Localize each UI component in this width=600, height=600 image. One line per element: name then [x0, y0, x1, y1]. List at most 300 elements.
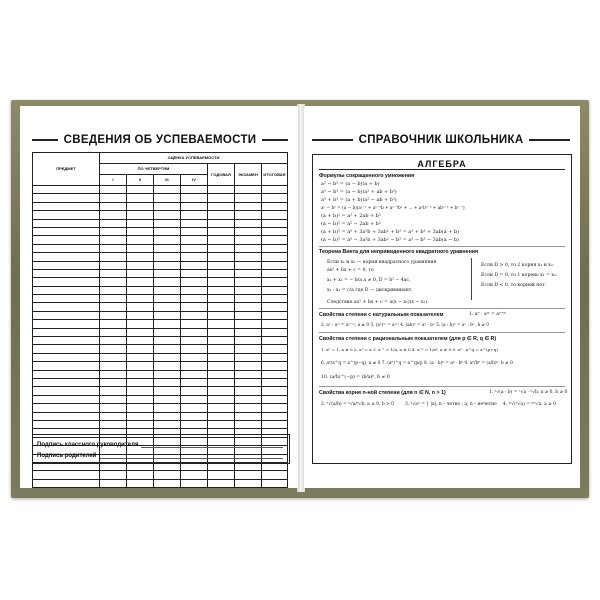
grade-cell[interactable]: [261, 244, 287, 252]
grade-cell[interactable]: [180, 253, 207, 261]
grade-cell[interactable]: [99, 378, 126, 386]
grade-cell[interactable]: [261, 420, 287, 428]
subject-cell[interactable]: [33, 211, 100, 219]
grade-cell[interactable]: [207, 261, 234, 269]
grade-cell[interactable]: [261, 311, 287, 319]
section-divider: [319, 308, 565, 309]
grade-cell[interactable]: [261, 362, 287, 370]
grade-cell[interactable]: [126, 227, 153, 235]
grade-cell[interactable]: [234, 395, 261, 403]
vieta-line: x₁ · x₂ = c/a где D — дискриминант.: [327, 288, 413, 293]
grade-cell[interactable]: [99, 311, 126, 319]
grade-cell[interactable]: [234, 345, 261, 353]
grade-cell[interactable]: [99, 269, 126, 277]
grade-cell[interactable]: [99, 211, 126, 219]
section-roots: Свойства корня n-ной степени (для n ∈ N, n > 1): [319, 390, 446, 396]
grade-row: [33, 202, 288, 210]
grade-row: [33, 295, 288, 303]
subject-cell[interactable]: [33, 244, 100, 252]
subject-cell[interactable]: [33, 303, 100, 311]
grade-cell[interactable]: [99, 194, 126, 202]
grade-cell[interactable]: [180, 236, 207, 244]
subject-cell[interactable]: [33, 261, 100, 269]
grade-cell[interactable]: [126, 244, 153, 252]
grade-cell[interactable]: [261, 337, 287, 345]
grade-cell[interactable]: [126, 471, 153, 479]
right-heading: [312, 130, 570, 150]
grade-cell[interactable]: [180, 353, 207, 361]
grade-cell[interactable]: [261, 479, 287, 487]
subject-cell[interactable]: [33, 420, 100, 428]
subject-cell[interactable]: [33, 236, 100, 244]
root-line: 4. ᵐ√(ⁿ√a) = ᵐⁿ√a, a ≥ 0: [503, 402, 556, 407]
subject-cell[interactable]: [33, 219, 100, 227]
grade-cell[interactable]: [207, 295, 234, 303]
col-grades-header: ОЦЕНКА УСПЕВАЕМОСТИ: [99, 153, 287, 164]
grade-cell[interactable]: [261, 194, 287, 202]
grade-row: [33, 337, 288, 345]
subject-cell[interactable]: [33, 387, 100, 395]
grade-cell[interactable]: [207, 471, 234, 479]
grade-cell[interactable]: [261, 219, 287, 227]
grade-cell[interactable]: [99, 420, 126, 428]
grade-cell[interactable]: [207, 362, 234, 370]
section-vieta: Теорема Виета для непривиденного квадратного уравнения: [319, 249, 479, 255]
heading-rule: [312, 139, 353, 140]
grade-cell[interactable]: [207, 320, 234, 328]
formula-line: a³ + b³ = (a + b)(a² − ab + b²): [321, 197, 397, 203]
subject-cell[interactable]: [33, 328, 100, 336]
grade-cell[interactable]: [261, 227, 287, 235]
grade-cell[interactable]: [180, 328, 207, 336]
grade-cell[interactable]: [234, 211, 261, 219]
grade-cell[interactable]: [126, 211, 153, 219]
grade-cell[interactable]: [261, 404, 287, 412]
grade-cell[interactable]: [180, 320, 207, 328]
grade-cell[interactable]: [180, 378, 207, 386]
grade-cell[interactable]: [126, 194, 153, 202]
grade-cell[interactable]: [207, 353, 234, 361]
grade-cell[interactable]: [126, 311, 153, 319]
grade-cell[interactable]: [153, 337, 180, 345]
grade-cell[interactable]: [234, 353, 261, 361]
subject-cell[interactable]: [33, 345, 100, 353]
grade-cell[interactable]: [180, 303, 207, 311]
grade-cell[interactable]: [234, 370, 261, 378]
grade-cell[interactable]: [180, 337, 207, 345]
grade-cell[interactable]: [99, 261, 126, 269]
grade-cell[interactable]: [234, 244, 261, 252]
grade-cell[interactable]: [234, 278, 261, 286]
grade-cell[interactable]: [261, 295, 287, 303]
col-exam-header: ЭКЗАМЕН: [234, 164, 261, 186]
grade-cell[interactable]: [153, 362, 180, 370]
grade-cell[interactable]: [234, 328, 261, 336]
grade-cell[interactable]: [261, 328, 287, 336]
grade-cell[interactable]: [234, 194, 261, 202]
grade-row: [33, 370, 288, 378]
subject-cell[interactable]: [33, 353, 100, 361]
section-divider: [319, 332, 565, 333]
grade-cell[interactable]: [126, 261, 153, 269]
grade-cell[interactable]: [207, 337, 234, 345]
grade-cell[interactable]: [126, 295, 153, 303]
grade-cell[interactable]: [234, 253, 261, 261]
grade-cell[interactable]: [207, 236, 234, 244]
parents-signature-row[interactable]: [37, 452, 283, 459]
root-line: 1. ⁿ√(a · b) = ⁿ√a · ⁿ√b, a ≥ 0, b ≥ 0: [489, 390, 568, 395]
subject-cell[interactable]: [33, 370, 100, 378]
grade-cell[interactable]: [234, 186, 261, 194]
grade-cell[interactable]: [126, 370, 153, 378]
grade-row: [33, 378, 288, 386]
grade-cell[interactable]: [126, 387, 153, 395]
grade-cell[interactable]: [180, 186, 207, 194]
grade-row: [33, 219, 288, 227]
grade-cell[interactable]: [126, 320, 153, 328]
grade-cell[interactable]: [207, 378, 234, 386]
grade-cell[interactable]: [207, 244, 234, 252]
grade-cell[interactable]: [180, 244, 207, 252]
grade-cell[interactable]: [126, 253, 153, 261]
subtitle-rule: [319, 169, 565, 170]
subject-cell[interactable]: [33, 471, 100, 479]
vieta-line: x₁ + x₂ = − b/a a ≠ 0, D = b² − 4ac,: [327, 278, 411, 283]
grade-cell[interactable]: [207, 286, 234, 294]
grade-cell[interactable]: [99, 404, 126, 412]
natural-power-line: 1. aⁿ · aᵐ = aⁿ⁺ᵐ: [469, 312, 507, 317]
grade-cell[interactable]: [207, 253, 234, 261]
grade-cell[interactable]: [126, 404, 153, 412]
grade-cell[interactable]: [99, 219, 126, 227]
grade-cell[interactable]: [153, 370, 180, 378]
subject-cell[interactable]: [33, 412, 100, 420]
grade-cell[interactable]: [153, 420, 180, 428]
grade-cell[interactable]: [153, 227, 180, 235]
grade-cell[interactable]: [261, 412, 287, 420]
grade-cell[interactable]: [207, 227, 234, 235]
grade-row: [33, 328, 288, 336]
grade-cell[interactable]: [261, 253, 287, 261]
grade-row: [33, 261, 288, 269]
grade-cell[interactable]: [99, 278, 126, 286]
grade-cell[interactable]: [153, 412, 180, 420]
grade-cell[interactable]: [153, 244, 180, 252]
grade-cell[interactable]: [261, 211, 287, 219]
grade-cell[interactable]: [126, 328, 153, 336]
grade-cell[interactable]: [99, 471, 126, 479]
grade-cell[interactable]: [126, 479, 153, 487]
grade-row: [33, 278, 288, 286]
grade-row: [33, 471, 288, 479]
grade-cell[interactable]: [153, 479, 180, 487]
grade-cell[interactable]: [180, 202, 207, 210]
grade-cell[interactable]: [234, 219, 261, 227]
grade-cell[interactable]: [126, 186, 153, 194]
subject-cell[interactable]: [33, 395, 100, 403]
grade-row: [33, 253, 288, 261]
root-line: 3. ⁿ√aⁿ = { |a|, n – четно ; a, n – нечетно: [405, 402, 497, 407]
subject-cell[interactable]: [33, 253, 100, 261]
vieta-line: ax² + bx + c = 0, то: [327, 268, 374, 273]
grade-cell[interactable]: [153, 404, 180, 412]
grade-cell[interactable]: [207, 303, 234, 311]
grade-cell[interactable]: [234, 387, 261, 395]
grade-cell[interactable]: [99, 253, 126, 261]
subject-cell[interactable]: [33, 227, 100, 235]
section-rational-powers: Свойства степени с рациональным показателем (для p ∈ R, q ∈ R): [319, 336, 497, 342]
subject-cell[interactable]: [33, 479, 100, 487]
grade-cell[interactable]: [153, 387, 180, 395]
grade-cell[interactable]: [234, 269, 261, 277]
grade-cell[interactable]: [99, 387, 126, 395]
algebra-reference: [312, 154, 572, 464]
grade-cell[interactable]: [126, 412, 153, 420]
grade-cell[interactable]: [207, 311, 234, 319]
grade-cell[interactable]: [99, 186, 126, 194]
right-page: [304, 106, 580, 488]
grade-cell[interactable]: [261, 269, 287, 277]
grade-cell[interactable]: [153, 219, 180, 227]
grade-cell[interactable]: [153, 328, 180, 336]
subject-cell[interactable]: [33, 202, 100, 210]
grade-cell[interactable]: [153, 202, 180, 210]
grade-cell[interactable]: [261, 395, 287, 403]
grade-cell[interactable]: [153, 395, 180, 403]
grade-cell[interactable]: [261, 261, 287, 269]
grade-cell[interactable]: [153, 278, 180, 286]
grade-cell[interactable]: [180, 471, 207, 479]
subject-cell[interactable]: [33, 295, 100, 303]
grade-cell[interactable]: [261, 278, 287, 286]
grade-cell[interactable]: [207, 219, 234, 227]
grade-cell[interactable]: [180, 387, 207, 395]
grade-cell[interactable]: [126, 278, 153, 286]
grade-cell[interactable]: [153, 194, 180, 202]
grade-cell[interactable]: [126, 420, 153, 428]
grade-cell[interactable]: [126, 236, 153, 244]
grade-cell[interactable]: [126, 353, 153, 361]
grade-cell[interactable]: [180, 278, 207, 286]
quarter-header: III: [153, 175, 180, 186]
grade-cell[interactable]: [207, 186, 234, 194]
subject-cell[interactable]: [33, 278, 100, 286]
grade-cell[interactable]: [234, 311, 261, 319]
grade-cell[interactable]: [126, 378, 153, 386]
grade-cell[interactable]: [153, 303, 180, 311]
grade-cell[interactable]: [207, 269, 234, 277]
grade-cell[interactable]: [207, 420, 234, 428]
subject-cell[interactable]: [33, 186, 100, 194]
grade-cell[interactable]: [180, 194, 207, 202]
grade-cell[interactable]: [207, 412, 234, 420]
subject-cell[interactable]: [33, 311, 100, 319]
grade-cell[interactable]: [180, 269, 207, 277]
grade-cell[interactable]: [99, 236, 126, 244]
section-divider: [319, 386, 565, 387]
grade-cell[interactable]: [234, 286, 261, 294]
grade-cell[interactable]: [234, 227, 261, 235]
subject-cell[interactable]: [33, 286, 100, 294]
grade-cell[interactable]: [153, 236, 180, 244]
grade-cell[interactable]: [153, 211, 180, 219]
col-year-header: ГОДОВАЯ: [207, 164, 234, 186]
grade-cell[interactable]: [99, 295, 126, 303]
subject-cell[interactable]: [33, 362, 100, 370]
grade-cell[interactable]: [207, 387, 234, 395]
grade-cell[interactable]: [99, 395, 126, 403]
grade-cell[interactable]: [180, 295, 207, 303]
grade-cell[interactable]: [234, 261, 261, 269]
grade-cell[interactable]: [126, 345, 153, 353]
grade-cell[interactable]: [153, 253, 180, 261]
grade-row: [33, 236, 288, 244]
grade-cell[interactable]: [153, 471, 180, 479]
grade-cell[interactable]: [180, 370, 207, 378]
grade-cell[interactable]: [153, 320, 180, 328]
grade-cell[interactable]: [261, 345, 287, 353]
col-quarters-header: ПО ЧЕТВЕРТЯМ: [99, 164, 207, 175]
grade-cell[interactable]: [99, 286, 126, 294]
grade-cell[interactable]: [153, 295, 180, 303]
grade-row: [33, 387, 288, 395]
grade-cell[interactable]: [180, 362, 207, 370]
vieta-line: Если x₁ и x₂ — корни квадратного уравнения: [327, 260, 437, 265]
grade-cell[interactable]: [99, 328, 126, 336]
grade-cell[interactable]: [234, 337, 261, 345]
grade-row: [33, 412, 288, 420]
grade-cell[interactable]: [234, 236, 261, 244]
grade-cell[interactable]: [180, 412, 207, 420]
grade-cell[interactable]: [99, 353, 126, 361]
grade-cell[interactable]: [207, 404, 234, 412]
grade-row: [33, 286, 288, 294]
grade-cell[interactable]: [126, 286, 153, 294]
grade-cell[interactable]: [180, 219, 207, 227]
grade-cell[interactable]: [234, 320, 261, 328]
grade-cell[interactable]: [99, 244, 126, 252]
grade-cell[interactable]: [99, 362, 126, 370]
grade-cell[interactable]: [261, 387, 287, 395]
grade-cell[interactable]: [180, 286, 207, 294]
grade-cell[interactable]: [234, 362, 261, 370]
teacher-signature-row[interactable]: [37, 441, 283, 448]
grade-cell[interactable]: [153, 186, 180, 194]
grade-cell[interactable]: [234, 295, 261, 303]
grade-cell[interactable]: [153, 286, 180, 294]
subject-cell[interactable]: [33, 320, 100, 328]
grade-cell[interactable]: [99, 320, 126, 328]
grade-cell[interactable]: [99, 412, 126, 420]
grade-cell[interactable]: [234, 420, 261, 428]
grade-cell[interactable]: [234, 404, 261, 412]
subject-cell[interactable]: [33, 404, 100, 412]
grade-cell[interactable]: [99, 227, 126, 235]
grade-cell[interactable]: [234, 202, 261, 210]
grade-cell[interactable]: [180, 261, 207, 269]
grade-cell[interactable]: [99, 479, 126, 487]
grade-cell[interactable]: [180, 211, 207, 219]
grade-cell[interactable]: [261, 320, 287, 328]
grade-cell[interactable]: [99, 303, 126, 311]
grade-cell[interactable]: [261, 370, 287, 378]
grade-cell[interactable]: [126, 202, 153, 210]
grade-cell[interactable]: [261, 286, 287, 294]
grade-cell[interactable]: [126, 269, 153, 277]
grade-cell[interactable]: [207, 370, 234, 378]
teacher-signature-label: Подпись классного руководителя: [37, 442, 139, 448]
vieta-line: Следствие ax² + bx + c = a(x − x₁)(x − x₂).: [327, 300, 429, 305]
grade-cell[interactable]: [234, 412, 261, 420]
grade-cell[interactable]: [126, 337, 153, 345]
grade-cell[interactable]: [99, 337, 126, 345]
grade-cell[interactable]: [99, 370, 126, 378]
grade-cell[interactable]: [261, 186, 287, 194]
grade-cell[interactable]: [261, 236, 287, 244]
left-page: [20, 106, 298, 488]
subject-cell[interactable]: [33, 337, 100, 345]
grade-cell[interactable]: [153, 261, 180, 269]
grade-cell[interactable]: [234, 378, 261, 386]
grade-cell[interactable]: [126, 219, 153, 227]
grade-cell[interactable]: [207, 395, 234, 403]
vieta-divider: [471, 258, 472, 300]
subject-cell[interactable]: [33, 269, 100, 277]
grade-cell[interactable]: [180, 479, 207, 487]
grade-cell[interactable]: [261, 353, 287, 361]
grade-cell[interactable]: [234, 479, 261, 487]
grade-row: [33, 362, 288, 370]
grade-cell[interactable]: [126, 362, 153, 370]
grade-cell[interactable]: [180, 404, 207, 412]
grade-cell[interactable]: [126, 395, 153, 403]
grade-cell[interactable]: [153, 353, 180, 361]
signature-box: [32, 434, 290, 464]
grade-cell[interactable]: [207, 211, 234, 219]
grade-cell[interactable]: [207, 202, 234, 210]
subject-cell[interactable]: [33, 378, 100, 386]
grade-cell[interactable]: [99, 345, 126, 353]
grade-cell[interactable]: [207, 194, 234, 202]
grade-cell[interactable]: [180, 345, 207, 353]
grade-cell[interactable]: [99, 202, 126, 210]
quarter-header: I: [99, 175, 126, 186]
grade-cell[interactable]: [207, 328, 234, 336]
grade-cell[interactable]: [261, 303, 287, 311]
grade-cell[interactable]: [180, 420, 207, 428]
grade-row: [33, 211, 288, 219]
section-divider: [319, 246, 565, 247]
grade-cell[interactable]: [261, 471, 287, 479]
grade-cell[interactable]: [234, 303, 261, 311]
formula-line: (a − b)³ = a³ − 3a²b + 3ab² − b³ = a³ − b³ − 3ab(a − b): [321, 237, 459, 243]
grade-cell[interactable]: [180, 227, 207, 235]
grade-cell[interactable]: [153, 345, 180, 353]
subject-cell[interactable]: [33, 194, 100, 202]
grade-cell[interactable]: [153, 378, 180, 386]
grade-cell[interactable]: [234, 471, 261, 479]
grade-cell[interactable]: [261, 202, 287, 210]
grade-cell[interactable]: [180, 311, 207, 319]
grade-cell[interactable]: [261, 378, 287, 386]
grade-cell[interactable]: [207, 345, 234, 353]
grade-cell[interactable]: [153, 311, 180, 319]
grade-cell[interactable]: [207, 278, 234, 286]
grade-cell[interactable]: [207, 479, 234, 487]
grade-cell[interactable]: [126, 303, 153, 311]
grade-cell[interactable]: [153, 269, 180, 277]
grade-cell[interactable]: [180, 395, 207, 403]
